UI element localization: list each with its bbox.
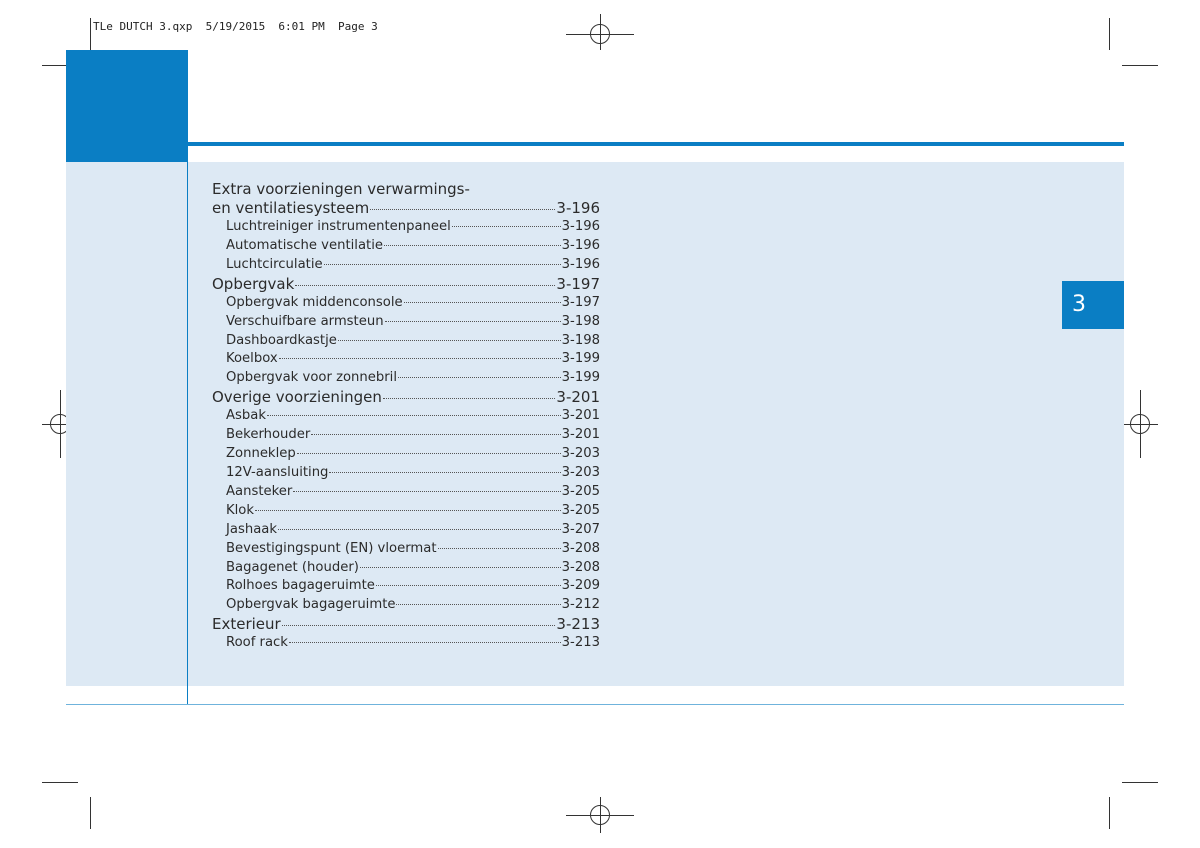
- toc-entry-label: Luchtreiniger instrumentenpaneel: [226, 219, 451, 234]
- toc-subsection-entry[interactable]: [212, 332, 600, 351]
- toc-entry-label: Bekerhouder: [226, 427, 311, 443]
- toc-subsection-entry[interactable]: [212, 350, 600, 369]
- crop-mark: [90, 18, 91, 50]
- toc-entry-label: Opbergvak: [212, 274, 295, 293]
- toc-leader-dots: [297, 453, 561, 454]
- toc-leader-dots: [282, 625, 556, 626]
- toc-page-number: 3-199: [561, 351, 600, 367]
- toc-page-number: 3-213: [556, 615, 600, 634]
- crop-mark: [1122, 65, 1158, 66]
- chapter-tab: 3: [1062, 281, 1124, 329]
- toc-page-number: 3-196: [556, 199, 600, 217]
- toc-leader-dots: [398, 377, 561, 378]
- toc-page-number: 3-208: [561, 540, 600, 556]
- toc-subsection-entry[interactable]: [212, 540, 600, 559]
- toc-heading-line: Extra voorzieningen verwarmings-: [212, 180, 470, 198]
- toc-page-number: 3-205: [561, 483, 600, 499]
- toc-entry-label: Roof rack: [226, 635, 288, 651]
- toc-subsection-entry[interactable]: [212, 483, 600, 502]
- toc-entry-label: en ventilatiesysteem: [212, 199, 370, 217]
- toc-leader-dots: [338, 340, 561, 341]
- toc-page-number: 3-196: [561, 219, 600, 234]
- toc-page-number: 3-201: [561, 427, 600, 443]
- toc-page-number: 3-198: [561, 332, 600, 348]
- toc-entry-label: Automatische ventilatie: [226, 237, 383, 253]
- toc-leader-dots: [385, 321, 561, 322]
- toc-leader-dots: [370, 209, 555, 210]
- toc-entry-label: Verschuifbare armsteun: [226, 313, 384, 329]
- toc-subsection-entry[interactable]: [212, 426, 600, 445]
- toc-leader-dots: [295, 285, 555, 286]
- margin-rule: [187, 162, 188, 704]
- toc-leader-dots: [278, 529, 561, 530]
- toc-subsection-entry[interactable]: [212, 256, 600, 275]
- toc-page-number: 3-212: [561, 597, 600, 613]
- toc-leader-dots: [293, 491, 560, 492]
- toc-entry-label: Opbergvak middenconsole: [226, 294, 403, 310]
- toc-leader-dots: [255, 510, 561, 511]
- toc-subsection-entry[interactable]: [212, 218, 600, 237]
- toc-subsection-entry[interactable]: [212, 559, 600, 578]
- toc-entry-label: 12V-aansluiting: [226, 464, 329, 480]
- toc-page-number: 3-199: [561, 370, 600, 386]
- toc-leader-dots: [360, 567, 561, 568]
- toc-page-number: 3-197: [561, 294, 600, 310]
- header-rule: [188, 142, 1124, 146]
- toc-subsection-entry[interactable]: [212, 407, 600, 426]
- toc-leader-dots: [438, 548, 561, 549]
- toc-entry-label: Overige voorzieningen: [212, 388, 382, 407]
- toc-entry-label: Koelbox: [226, 351, 278, 367]
- toc-page-number: 3-213: [561, 635, 600, 651]
- toc-entry-label: Opbergvak bagageruimte: [226, 597, 396, 613]
- toc-page-number: 3-205: [561, 502, 600, 518]
- toc-page-number: 3-198: [561, 313, 600, 329]
- toc-entry-label: Bevestigingspunt (EN) vloermat: [226, 540, 437, 556]
- toc-page-number: 3-209: [561, 578, 600, 594]
- toc-subsection-entry[interactable]: [212, 577, 600, 596]
- toc-leader-dots: [329, 472, 560, 473]
- toc-leader-dots: [311, 434, 560, 435]
- toc-page-number: 3-196: [561, 256, 600, 272]
- toc-page-number: 3-208: [561, 559, 600, 575]
- toc-leader-dots: [404, 302, 561, 303]
- toc-subsection-entry[interactable]: [212, 313, 600, 332]
- crop-mark: [90, 797, 91, 829]
- toc-page-number: 3-201: [556, 388, 600, 407]
- toc-entry-label: Opbergvak voor zonnebril: [226, 370, 398, 386]
- toc-leader-dots: [384, 245, 561, 246]
- toc-leader-dots: [452, 226, 561, 227]
- toc-subsection-entry[interactable]: [212, 464, 600, 483]
- toc-page-number: 3-203: [561, 446, 600, 462]
- toc-subsection-entry[interactable]: [212, 596, 600, 615]
- toc-leader-dots: [376, 585, 561, 586]
- toc-leader-dots: [267, 415, 561, 416]
- table-of-contents: [212, 180, 600, 653]
- toc-page-number: 3-203: [561, 464, 600, 480]
- toc-entry-label: Klok: [226, 502, 255, 518]
- toc-page-number: 3-201: [561, 408, 600, 424]
- toc-page-number: 3-196: [561, 237, 600, 253]
- toc-section-entry[interactable]: [212, 388, 600, 407]
- toc-entry-label: Luchtcirculatie: [226, 256, 323, 272]
- toc-page-number: 3-207: [561, 521, 600, 537]
- toc-leader-dots: [324, 264, 561, 265]
- toc-entry-label: Bagagenet (houder): [226, 559, 359, 575]
- toc-leader-dots: [396, 604, 560, 605]
- toc-section-entry[interactable]: [212, 275, 600, 294]
- toc-subsection-entry[interactable]: [212, 634, 600, 653]
- toc-leader-dots: [289, 642, 561, 643]
- crop-mark: [42, 782, 78, 783]
- toc-leader-dots: [279, 358, 561, 359]
- toc-entry-label: Exterieur: [212, 615, 281, 634]
- toc-subsection-entry[interactable]: [212, 294, 600, 313]
- toc-entry-label: Rolhoes bagageruimte: [226, 578, 375, 594]
- crop-mark: [1109, 18, 1110, 50]
- toc-leader-dots: [383, 398, 556, 399]
- crop-mark: [1109, 797, 1110, 829]
- toc-entry-label: Jashaak: [226, 521, 277, 537]
- toc-subsection-entry[interactable]: [212, 369, 600, 388]
- toc-subsection-entry[interactable]: [212, 237, 600, 256]
- toc-entry-label: Asbak: [226, 408, 266, 424]
- toc-entry-label: Dashboardkastje: [226, 332, 337, 348]
- print-slug: TLe DUTCH 3.qxp 5/19/2015 6:01 PM Page 3: [93, 20, 378, 33]
- crop-mark: [1122, 782, 1158, 783]
- toc-subsection-entry[interactable]: [212, 502, 600, 521]
- toc-entry-label: Aansteker: [226, 483, 293, 499]
- header-color-block: [66, 50, 188, 162]
- toc-page-number: 3-197: [556, 274, 600, 293]
- toc-subsection-entry[interactable]: [212, 521, 600, 540]
- toc-section-entry[interactable]: [212, 199, 600, 218]
- toc-entry-label: Zonneklep: [226, 446, 296, 462]
- footer-rule: [66, 704, 1124, 705]
- toc-subsection-entry[interactable]: [212, 445, 600, 464]
- toc-section-entry[interactable]: [212, 615, 600, 634]
